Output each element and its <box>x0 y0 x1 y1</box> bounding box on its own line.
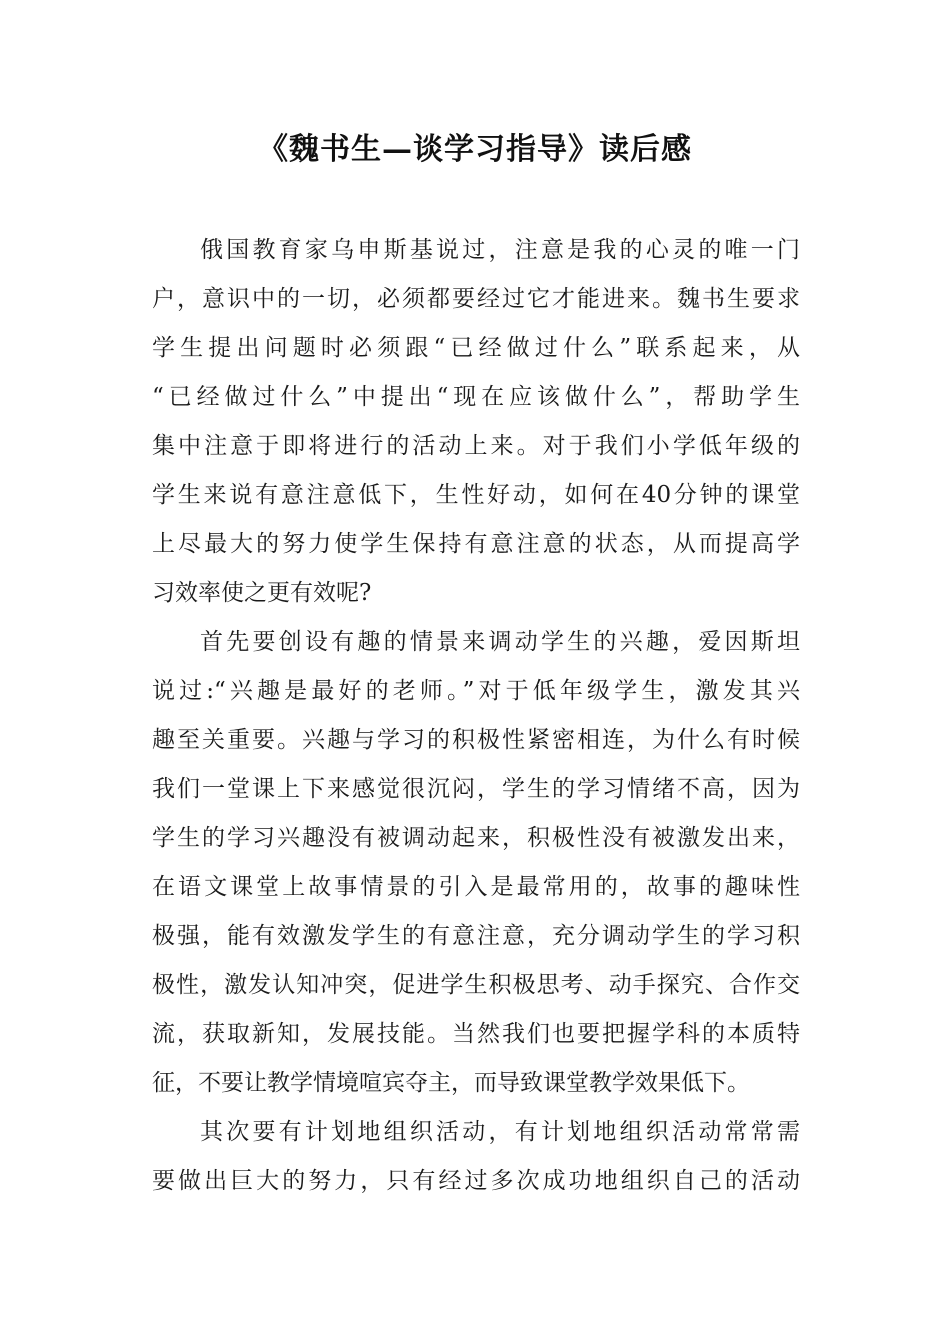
paragraph-line: 其次要有计划地组织活动，有计划地组织活动常常需 <box>200 1119 800 1145</box>
paragraph-line: 习效率使之更有效呢? <box>152 580 372 606</box>
paragraph-line: 首先要创设有趣的情景来调动学生的兴趣，爱因斯坦 <box>200 629 800 655</box>
paragraph-line: 流，获取新知，发展技能。当然我们也要把握学科的本质特 <box>152 1021 800 1047</box>
paragraph-line: 极性，激发认知冲突，促进学生积极思考、动手探究、合作交 <box>152 972 800 998</box>
paragraph-line: 户，意识中的一切，必须都要经过它才能进来。魏书生要求 <box>152 286 800 312</box>
paragraph-line: 上尽最大的努力使学生保持有意注意的状态，从而提高学 <box>152 531 800 557</box>
paragraph-line: 要做出巨大的努力，只有经过多次成功地组织自己的活动 <box>152 1168 800 1194</box>
document-title: 《魏书生—谈学习指导》读后感 <box>258 132 692 167</box>
paragraph-line: 在语文课堂上故事情景的引入是最常用的，故事的趣味性 <box>152 874 800 900</box>
paragraph-line: 极强，能有效激发学生的有意注意，充分调动学生的学习积 <box>152 923 800 949</box>
paragraph-line: 我们一堂课上下来感觉很沉闷，学生的学习情绪不高，因为 <box>152 776 800 802</box>
paragraph-line: 学生提出问题时必须跟“已经做过什么”联系起来，从 <box>152 335 800 361</box>
paragraph-line: 学生的学习兴趣没有被调动起来，积极性没有被激发出来， <box>152 825 800 851</box>
paragraph-line: 学生来说有意注意低下，生性好动，如何在40分钟的课堂 <box>152 482 800 508</box>
paragraph-line: 征，不要让教学情境喧宾夺主，而导致课堂教学效果低下。 <box>152 1070 750 1096</box>
paragraph-line: 趣至关重要。兴趣与学习的积极性紧密相连，为什么有时候 <box>152 727 800 753</box>
paragraph-line: 集中注意于即将进行的活动上来。对于我们小学低年级的 <box>152 433 800 459</box>
paragraph-line: “已经做过什么”中提出“现在应该做什么”，帮助学生 <box>152 384 800 410</box>
document-body <box>152 226 800 1206</box>
paragraph-line: 说过:“兴趣是最好的老师。”对于低年级学生，激发其兴 <box>152 678 800 704</box>
paragraph-line: 俄国教育家乌申斯基说过，注意是我的心灵的唯一门 <box>200 237 800 263</box>
